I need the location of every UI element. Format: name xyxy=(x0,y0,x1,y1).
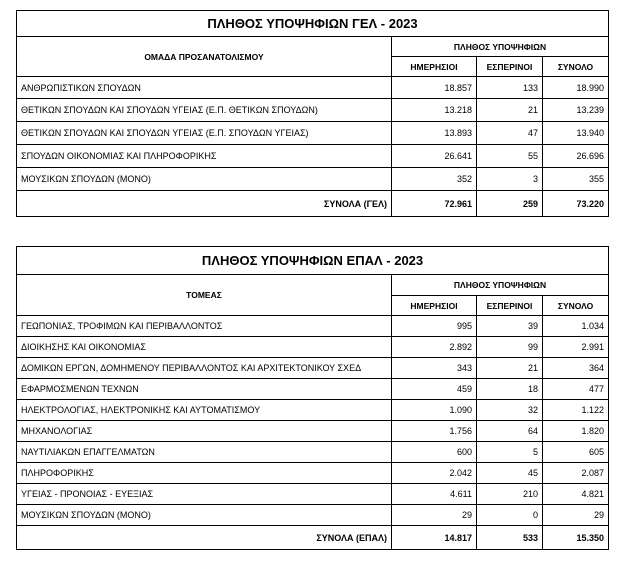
epal-group-header: ΤΟΜΕΑΣ xyxy=(17,275,392,316)
row-evening: 45 xyxy=(477,463,543,484)
row-total: 13.239 xyxy=(543,99,609,122)
table-row xyxy=(17,316,609,337)
row-day: 600 xyxy=(392,442,477,463)
totals-evening: 259 xyxy=(477,191,543,217)
row-evening: 64 xyxy=(477,421,543,442)
totals-label: ΣΥΝΟΛΑ (ΕΠΑΛ) xyxy=(17,526,392,550)
row-total: 4.821 xyxy=(543,484,609,505)
gel-col-day: ΗΜΕΡΗΣΙΟΙ xyxy=(392,57,477,77)
table-row xyxy=(17,99,609,122)
row-total: 1.122 xyxy=(543,400,609,421)
row-evening: 5 xyxy=(477,442,543,463)
epal-count-header: ΠΛΗΘΟΣ ΥΠΟΨΗΦΙΩΝ xyxy=(392,275,609,296)
row-label: ΜΟΥΣΙΚΩΝ ΣΠΟΥΔΩΝ (ΜΟΝΟ) xyxy=(17,168,392,191)
table-row xyxy=(17,358,609,379)
epal-col-day: ΗΜΕΡΗΣΙΟΙ xyxy=(392,296,477,316)
row-evening: 133 xyxy=(477,77,543,99)
epal-table xyxy=(16,246,609,550)
table-row xyxy=(17,421,609,442)
totals-row xyxy=(17,526,609,550)
row-day: 13.893 xyxy=(392,122,477,145)
row-evening: 0 xyxy=(477,505,543,526)
row-label: ΑΝΘΡΩΠΙΣΤΙΚΩΝ ΣΠΟΥΔΩΝ xyxy=(17,77,392,99)
table-row xyxy=(17,484,609,505)
table-row xyxy=(17,77,609,99)
table-row xyxy=(17,400,609,421)
row-total: 477 xyxy=(543,379,609,400)
row-evening: 39 xyxy=(477,316,543,337)
table-row xyxy=(17,168,609,191)
row-label: ΝΑΥΤΙΛΙΑΚΩΝ ΕΠΑΓΓΕΛΜΑΤΩΝ xyxy=(17,442,392,463)
row-label: ΓΕΩΠΟΝΙΑΣ, ΤΡΟΦΙΜΩΝ ΚΑΙ ΠΕΡΙΒΑΛΛΟΝΤΟΣ xyxy=(17,316,392,337)
row-day: 13.218 xyxy=(392,99,477,122)
row-total: 364 xyxy=(543,358,609,379)
totals-day: 72.961 xyxy=(392,191,477,217)
row-label: ΘΕΤΙΚΩΝ ΣΠΟΥΔΩΝ ΚΑΙ ΣΠΟΥΔΩΝ ΥΓΕΙΑΣ (Ε.Π. ΘΕΤΙΚΩΝ ΣΠΟΥΔΩΝ) xyxy=(17,99,392,122)
row-evening: 3 xyxy=(477,168,543,191)
row-label: ΣΠΟΥΔΩΝ ΟΙΚΟΝΟΜΙΑΣ ΚΑΙ ΠΛΗΡΟΦΟΡΙΚΗΣ xyxy=(17,145,392,168)
row-day: 995 xyxy=(392,316,477,337)
row-total: 13.940 xyxy=(543,122,609,145)
row-day: 343 xyxy=(392,358,477,379)
row-evening: 210 xyxy=(477,484,543,505)
row-total: 355 xyxy=(543,168,609,191)
row-label: ΗΛΕΚΤΡΟΛΟΓΙΑΣ, ΗΛΕΚΤΡΟΝΙΚΗΣ ΚΑΙ ΑΥΤΟΜΑΤΙΣΜΟΥ xyxy=(17,400,392,421)
totals-label: ΣΥΝΟΛΑ (ΓΕΛ) xyxy=(17,191,392,217)
row-day: 1.090 xyxy=(392,400,477,421)
gel-table xyxy=(16,10,609,217)
epal-col-total: ΣΥΝΟΛΟ xyxy=(543,296,609,316)
row-day: 26.641 xyxy=(392,145,477,168)
totals-total: 73.220 xyxy=(543,191,609,217)
totals-evening: 533 xyxy=(477,526,543,550)
row-evening: 47 xyxy=(477,122,543,145)
row-total: 2.087 xyxy=(543,463,609,484)
row-day: 2.042 xyxy=(392,463,477,484)
row-day: 4.611 xyxy=(392,484,477,505)
row-total: 29 xyxy=(543,505,609,526)
gel-title: ΠΛΗΘΟΣ ΥΠΟΨΗΦΙΩΝ ΓΕΛ - 2023 xyxy=(17,11,609,37)
row-total: 605 xyxy=(543,442,609,463)
row-total: 1.034 xyxy=(543,316,609,337)
row-day: 29 xyxy=(392,505,477,526)
totals-total: 15.350 xyxy=(543,526,609,550)
table-row xyxy=(17,505,609,526)
gel-col-total: ΣΥΝΟΛΟ xyxy=(543,57,609,77)
row-label: ΔΟΜΙΚΩΝ ΕΡΓΩΝ, ΔΟΜΗΜΕΝΟΥ ΠΕΡΙΒΑΛΛΟΝΤΟΣ ΚΑΙ ΑΡΧΙΤΕΚΤΟΝΙΚΟΥ ΣΧΕΔ xyxy=(17,358,392,379)
row-day: 352 xyxy=(392,168,477,191)
gel-col-evening: ΕΣΠΕΡΙΝΟΙ xyxy=(477,57,543,77)
table-row xyxy=(17,122,609,145)
gel-count-header: ΠΛΗΘΟΣ ΥΠΟΨΗΦΙΩΝ xyxy=(392,37,609,57)
row-label: ΠΛΗΡΟΦΟΡΙΚΗΣ xyxy=(17,463,392,484)
table-row xyxy=(17,379,609,400)
row-day: 2.892 xyxy=(392,337,477,358)
row-evening: 18 xyxy=(477,379,543,400)
row-evening: 32 xyxy=(477,400,543,421)
row-total: 18.990 xyxy=(543,77,609,99)
totals-day: 14.817 xyxy=(392,526,477,550)
row-total: 26.696 xyxy=(543,145,609,168)
epal-col-evening: ΕΣΠΕΡΙΝΟΙ xyxy=(477,296,543,316)
row-label: ΜΟΥΣΙΚΩΝ ΣΠΟΥΔΩΝ (ΜΟΝΟ) xyxy=(17,505,392,526)
row-day: 459 xyxy=(392,379,477,400)
row-label: ΜΗΧΑΝΟΛΟΓΙΑΣ xyxy=(17,421,392,442)
row-evening: 99 xyxy=(477,337,543,358)
row-label: ΔΙΟΙΚΗΣΗΣ ΚΑΙ ΟΙΚΟΝΟΜΙΑΣ xyxy=(17,337,392,358)
row-evening: 21 xyxy=(477,99,543,122)
row-evening: 55 xyxy=(477,145,543,168)
epal-title: ΠΛΗΘΟΣ ΥΠΟΨΗΦΙΩΝ ΕΠΑΛ - 2023 xyxy=(17,247,609,275)
table-row xyxy=(17,442,609,463)
row-label: ΘΕΤΙΚΩΝ ΣΠΟΥΔΩΝ ΚΑΙ ΣΠΟΥΔΩΝ ΥΓΕΙΑΣ (Ε.Π. ΣΠΟΥΔΩΝ ΥΓΕΙΑΣ) xyxy=(17,122,392,145)
row-day: 1.756 xyxy=(392,421,477,442)
table-row xyxy=(17,337,609,358)
row-evening: 21 xyxy=(477,358,543,379)
gel-group-header: ΟΜΑΔΑ ΠΡΟΣΑΝΑΤΟΛΙΣΜΟΥ xyxy=(17,37,392,77)
row-day: 18.857 xyxy=(392,77,477,99)
row-label: ΥΓΕΙΑΣ - ΠΡΟΝΟΙΑΣ - ΕΥΕΞΙΑΣ xyxy=(17,484,392,505)
row-total: 1.820 xyxy=(543,421,609,442)
row-total: 2.991 xyxy=(543,337,609,358)
table-row xyxy=(17,145,609,168)
table-row xyxy=(17,463,609,484)
totals-row xyxy=(17,191,609,217)
row-label: ΕΦΑΡΜΟΣΜΕΝΩΝ ΤΕΧΝΩΝ xyxy=(17,379,392,400)
